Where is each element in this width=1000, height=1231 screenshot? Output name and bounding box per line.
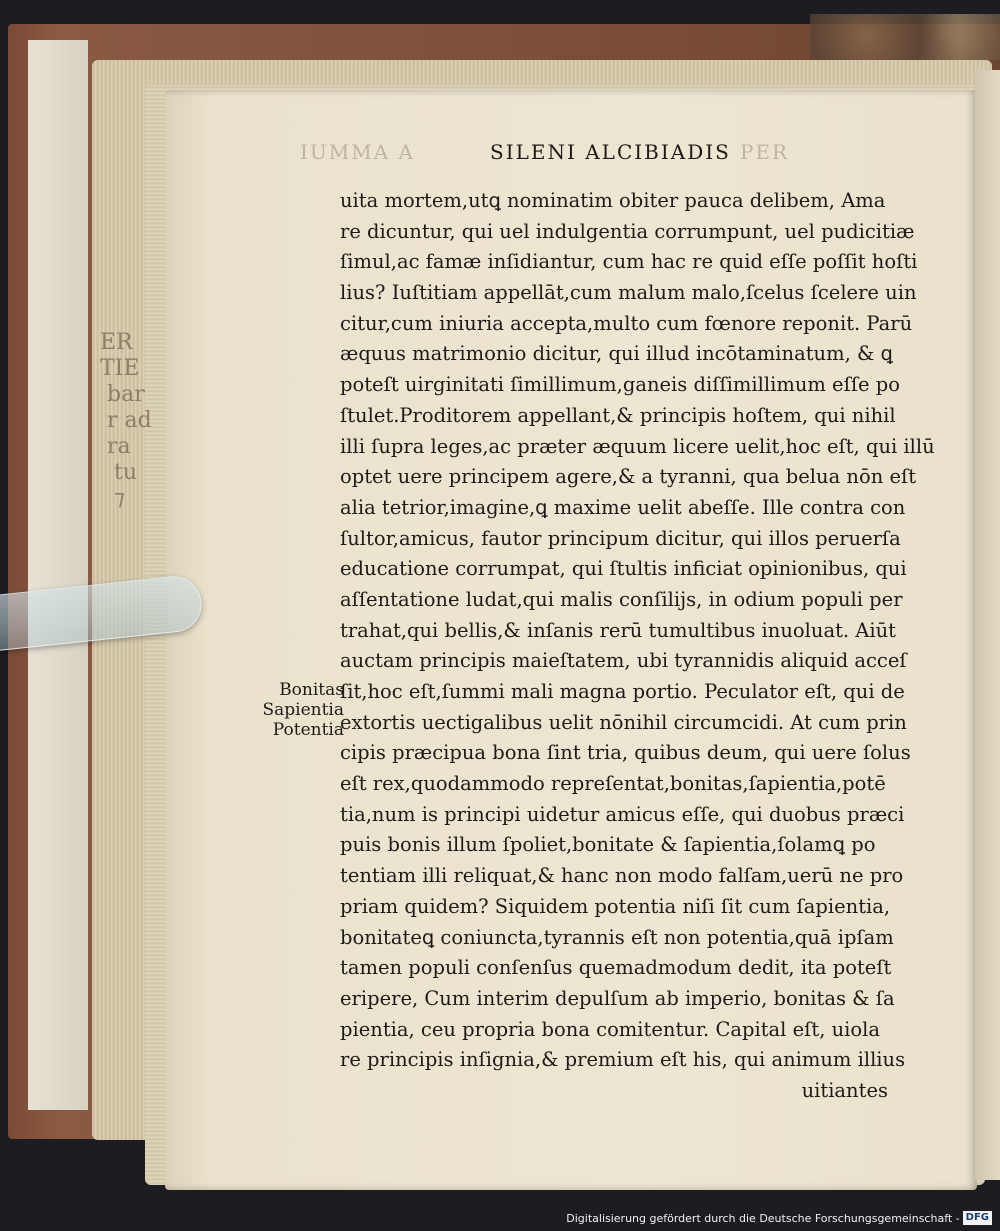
dfg-logo: DFG [963,1211,992,1225]
text-line: tamen populi conſenſus quemadmodum dedit, ita poteſt [340,956,892,980]
ghost-heading-left: IUMMA A [300,140,415,164]
text-line: auctam principis maieſtatem, ubi tyrannidis aliquid acceſ [340,649,907,673]
text-line: citur,cum iniuria accepta,multo cum fœnore reponit. Parū [340,311,913,335]
margin-note-line: Bonitas [279,680,344,700]
text-line: puis bonis illum ſpoliet,bonitate & ſapientia,ſolamꝗ po [340,833,876,857]
digitization-credit [566,1211,992,1225]
text-line: illi ſupra leges,ac præter æquum licere uelit,hoc eſt, qui illū [340,434,935,458]
text-line: extortis uectigalibus uelit nōnihil circumcidi. At cum prin [340,710,907,734]
text-line: bonitateꝗ coniuncta,tyrannis eſt non potentia,quā ipſam [340,925,894,949]
text-line: educatione corrumpat, qui ſtultis inficiat opinionibus, qui [340,557,907,581]
text-line: tia,num is principi uidetur amicus eſſe, qui duobus præci [340,802,905,826]
text-line: trahat,qui bellis,& inſanis rerū tumultibus inuoluat. Aiūt [340,618,897,642]
text-line: eſt rex,quodammodo repreſentat,bonitas,ſapientia,potē [340,772,886,796]
text-line: ſimul,ac famæ inſidiantur, cum hac re quid eſſe poſſit hoſti [340,250,918,274]
text-line: priam quidem? Siquidem potentia niſi ſit cum ſapientia, [340,894,891,918]
page-right-edge [975,70,1000,1180]
text-line: poteſt uirginitati ſimillimum,ganeis diſſimillimum eſſe po [340,373,900,397]
text-line: tentiam illi reliquat,& hanc non modo falſam,uerū ne pro [340,864,904,888]
text-line: re principis inſignia,& premium eſt his, qui animum illius [340,1048,906,1072]
catchword: uitiantes [801,1078,888,1102]
text-line: uita mortem,utꝗ nominatim obiter pauca delibem, Ama [340,189,886,212]
binding-ornament [810,14,1000,60]
text-line: ſit,hoc eſt,ſummi mali magna portio. Peculator eſt, qui de [340,680,905,703]
text-line: re dicuntur, qui uel indulgentia corrumpunt, uel pudicitiæ [340,219,915,243]
margin-note [258,680,344,740]
text-line: ſtulet.Proditorem appellant,& principis hoſtem, qui nihil [340,403,896,427]
body-text [340,186,935,1107]
text-line: aſſentatione ludat,qui malis conſilijs, in odium populi per [340,587,903,611]
previous-page-text: ER TIE bar r ad ra tu ⁊ [100,330,152,511]
text-line: ſultor,amicus, fautor principum dicitur, qui illos peruerſa [340,526,901,550]
text-line: optet uere principem agere,& a tyranni, qua belua nōn eſt [340,465,917,489]
text-line: eripere, Cum interim depulſum ab imperio, bonitas & ſa [340,986,895,1010]
text-line: lius? Iuſtitiam appellāt,cum malum malo,ſcelus ſcelere uin [340,281,917,305]
margin-note-line: Sapientia [262,700,344,720]
text-line: æquus matrimonio dicitur, qui illud incōtaminatum, & ꝗ [340,342,893,366]
credit-text: Digitalisierung gefördert durch die Deutsche Forschungsgemeinschaft - [566,1211,960,1225]
text-line: cipis præcipua bona ſint tria, quibus deum, qui uere ſolus [340,741,911,765]
text-line: pientia, ceu propria bona comitentur. Capital eſt, uiola [340,1017,880,1041]
endpaper [28,40,88,1110]
text-line: alia tetrior,imagine,ꝗ maxime uelit abeſſe. Ille contra con [340,495,906,519]
margin-note-line: Potentia [272,720,344,740]
running-head: SILENI ALCIBIADIS [490,140,731,164]
ghost-heading-right: PER [740,140,790,164]
